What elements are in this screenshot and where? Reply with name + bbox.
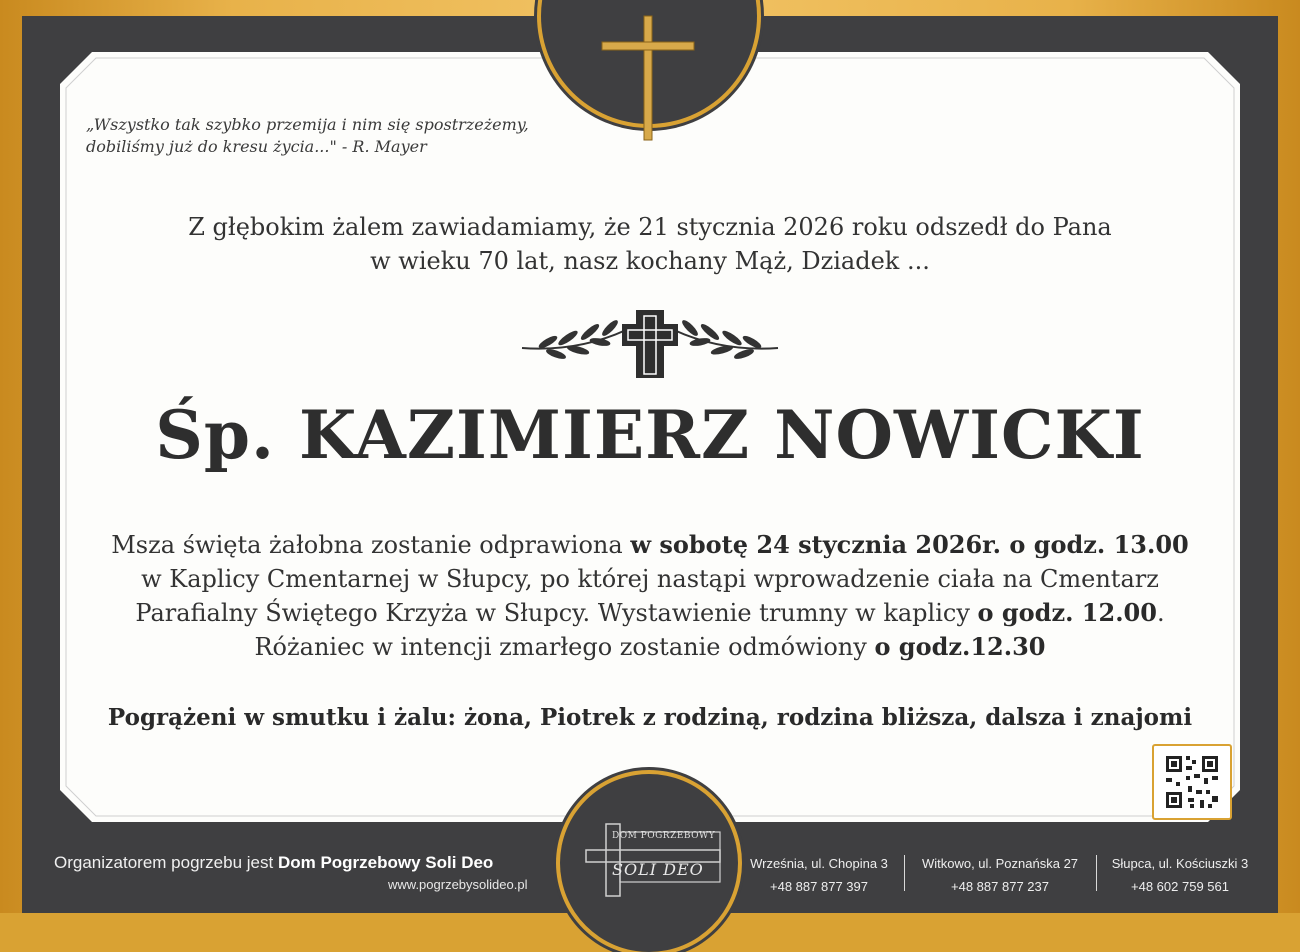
rosary-time: o godz.12.30: [874, 632, 1046, 661]
mass-line-4a: Różaniec w intencji zmarłego zostanie odmówiony: [254, 633, 875, 661]
palm-branch-icon: [522, 319, 626, 360]
office-phone[interactable]: +48 887 877 397: [770, 879, 868, 894]
mass-line-1a: Msza święta żałobna zostanie odprawiona: [111, 531, 631, 559]
office-address: Słupca, ul. Kościuszki 3: [1111, 856, 1249, 871]
quote-line-1: „Wszystko tak szybko przemija i nim się spostrzeżemy,: [86, 115, 529, 134]
organizer: [54, 853, 493, 873]
black-cross-icon: [622, 310, 678, 378]
mass-line-3a: Parafialny Świętego Krzyża w Słupcy. Wystawienie trumny w kaplicy: [135, 599, 978, 627]
office-wrzesnia: [740, 852, 898, 898]
organizer-prefix: Organizatorem pogrzebu jest: [54, 853, 278, 872]
office-phone[interactable]: +48 887 877 237: [951, 879, 1049, 894]
office-address: Witkowo, ul. Poznańska 27: [921, 856, 1079, 871]
quote: [86, 114, 566, 158]
office-phone[interactable]: +48 602 759 561: [1131, 879, 1229, 894]
footer-separator: [904, 855, 905, 891]
gold-cross-icon: [598, 14, 698, 144]
qr-code-icon: [1154, 746, 1230, 818]
organizer-name: Dom Pogrzebowy Soli Deo: [277, 853, 494, 872]
cross-ornament: [518, 308, 782, 380]
office-slupca: [1100, 852, 1260, 898]
deceased-name: Śp. KAZIMIERZ NOWICKI: [155, 396, 1145, 474]
logo-subtitle: DOM POGRZEBOWY: [612, 831, 716, 841]
website-link[interactable]: www.pogrzebysolideo.pl: [388, 877, 528, 892]
office-witkowo: [910, 852, 1090, 898]
viewing-time: o godz. 12.00: [977, 598, 1157, 627]
announcement-intro: [60, 210, 1240, 278]
mass-details: [60, 528, 1240, 664]
logo-title: SOLI DEO: [612, 860, 704, 879]
mass-date-time: w sobotę 24 stycznia 2026r. o godz. 13.00: [630, 530, 1189, 559]
intro-line-2: w wieku 70 lat, nasz kochany Mąż, Dziadek ...: [370, 247, 930, 275]
qr-code[interactable]: [1152, 744, 1232, 820]
office-address: Września, ul. Chopina 3: [750, 856, 888, 871]
mass-line-3c: .: [1156, 599, 1165, 627]
intro-line-1: Z głębokim żalem zawiadamiamy, że 21 stycznia 2026 roku odszedł do Pana: [188, 213, 1112, 241]
mourners: Pogrążeni w smutku i żalu: żona, Piotrek z rodziną, rodzina bliższa, dalsza i znajomi: [107, 704, 1193, 731]
quote-author: - R. Mayer: [336, 137, 427, 156]
quote-line-2: dobiliśmy już do kresu życia...": [86, 137, 337, 156]
palm-branch-icon: [674, 319, 778, 360]
footer-separator: [1096, 855, 1097, 891]
mass-line-2: w Kaplicy Cmentarnej w Słupcy, po której nastąpi wprowadzenie ciała na Cmentarz: [141, 565, 1159, 593]
